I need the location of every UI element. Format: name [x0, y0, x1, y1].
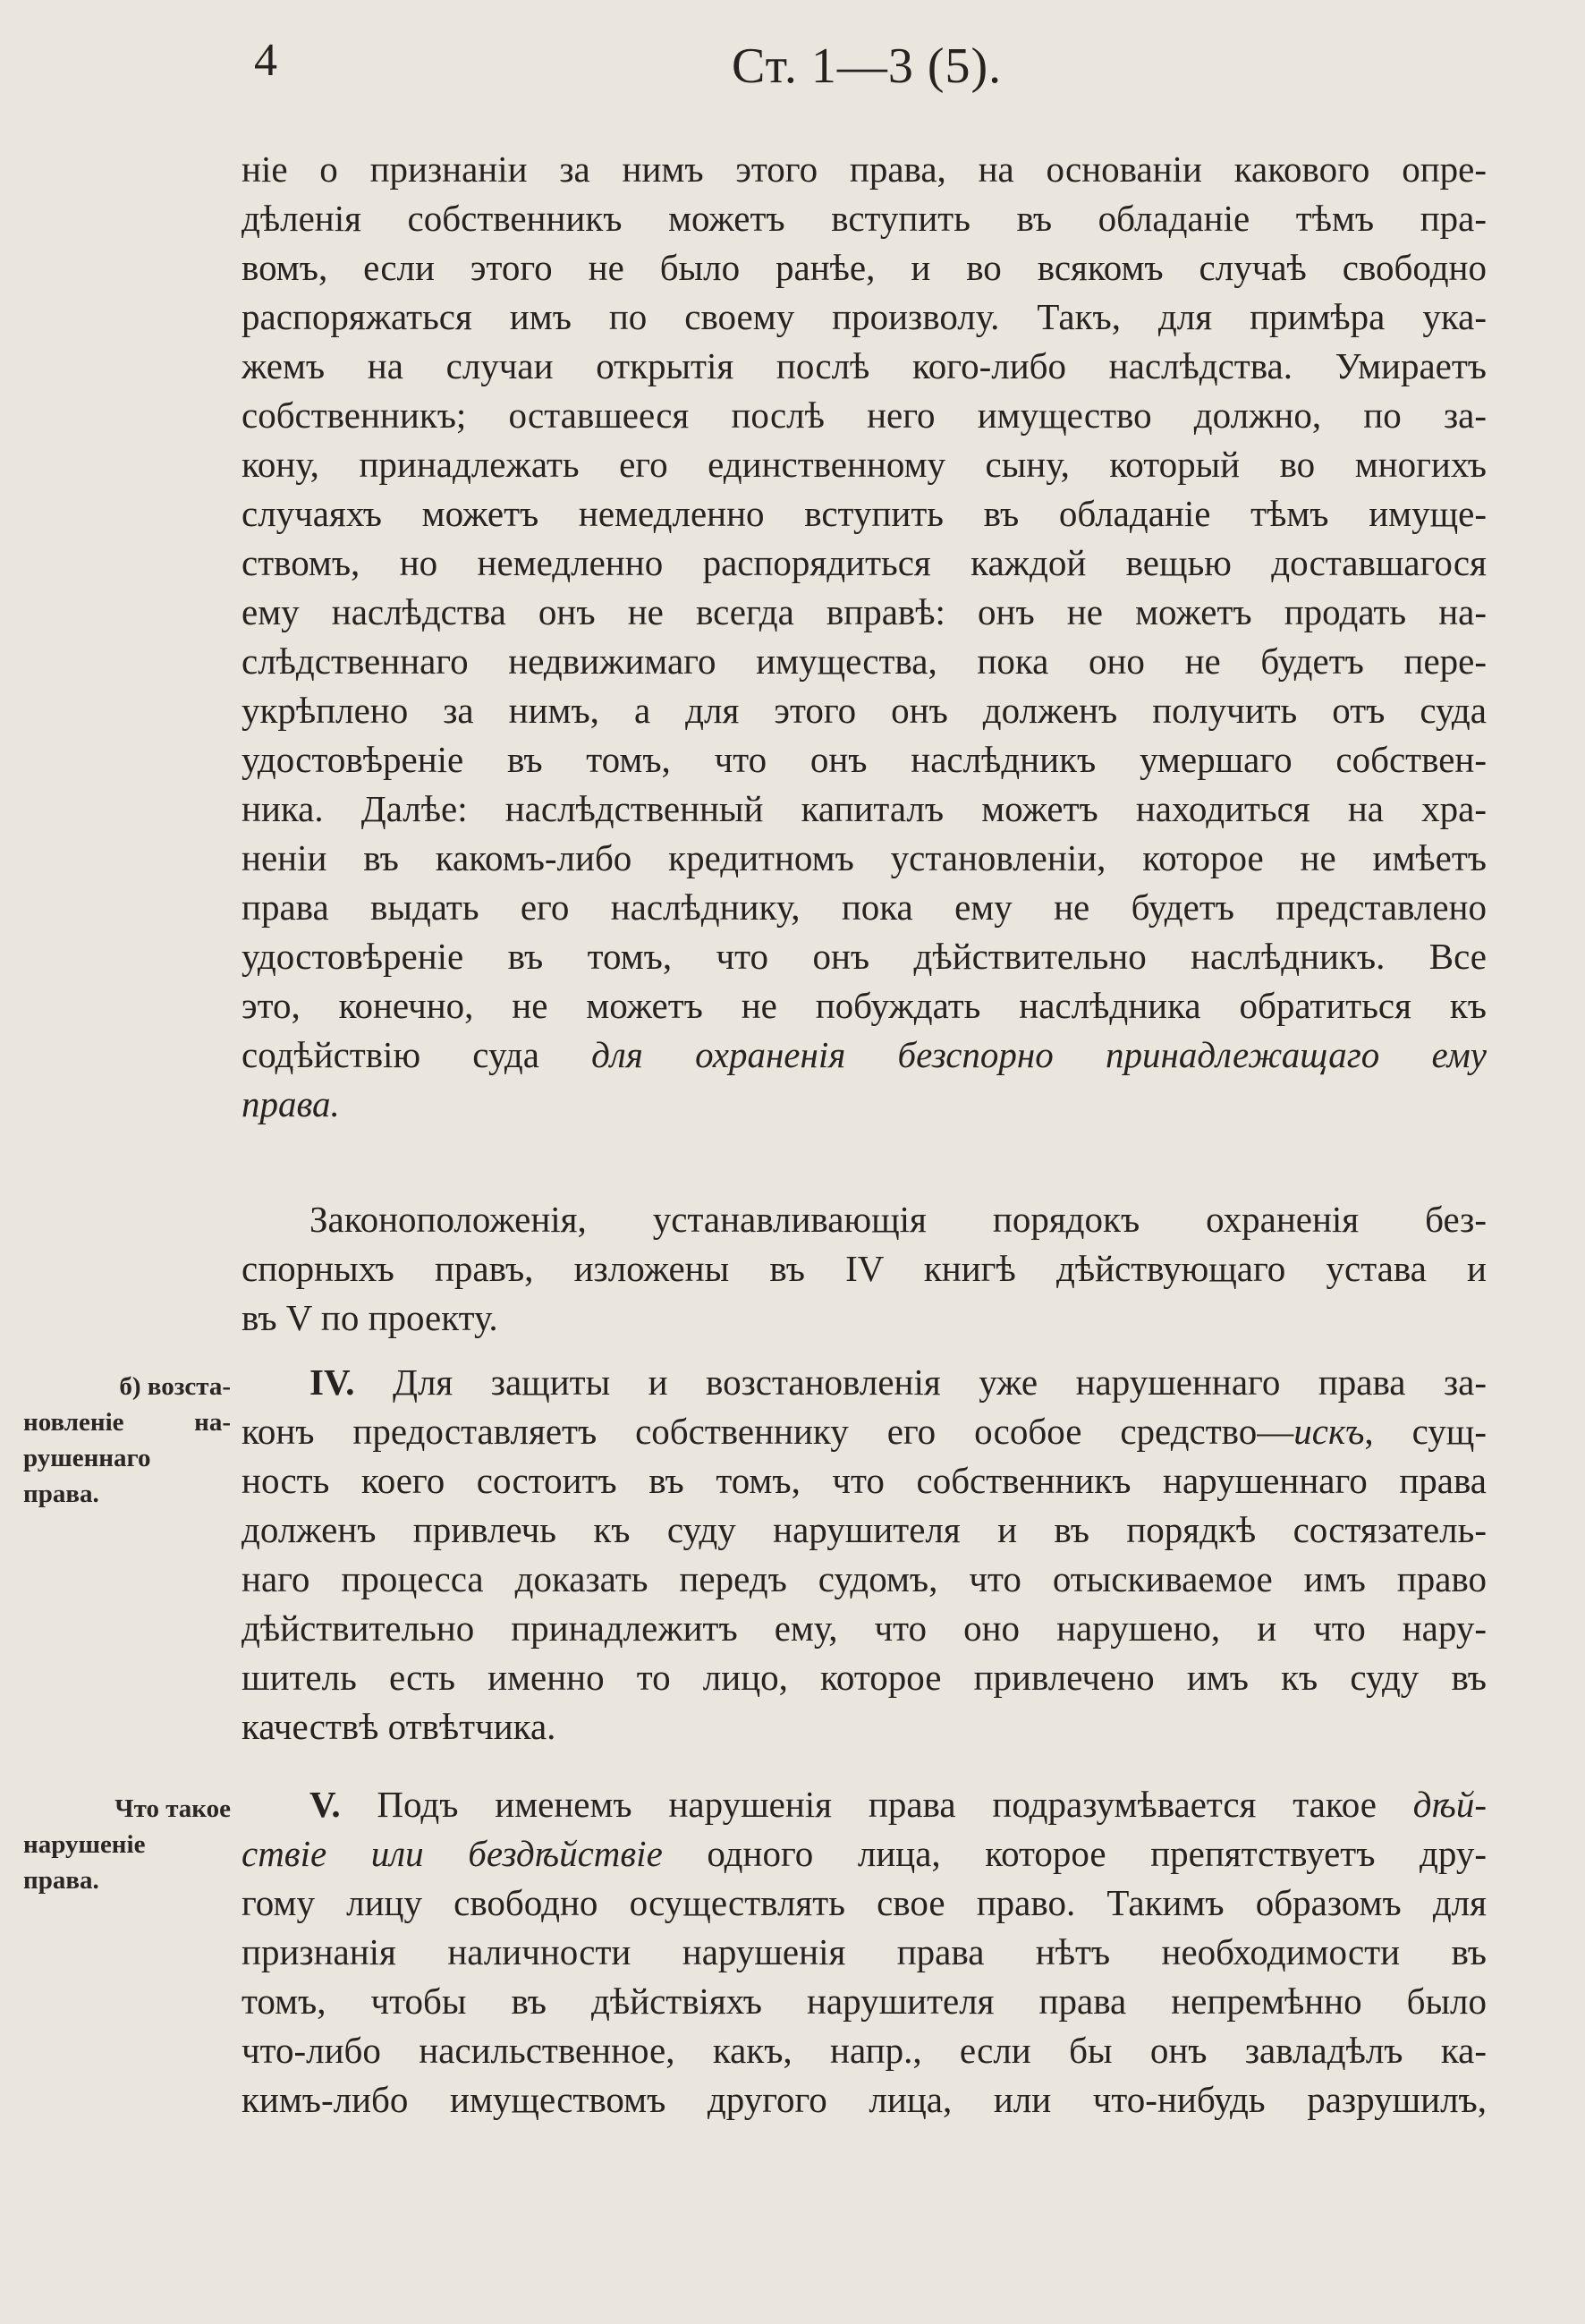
paragraph-continuation — [242, 145, 1487, 1129]
text-line — [242, 1829, 1487, 1879]
text-line: распоряжаться имъ по своему произволу. Такъ, для примѣра ука- — [242, 296, 1487, 337]
text-line: что-либо насильственное, какъ, напр., если бы онъ завладѣлъ ка- — [242, 2030, 1487, 2071]
italic-span: искъ — [1293, 1411, 1365, 1452]
text-line: кону, принадлежать его единственному сыну, который во многихъ — [242, 444, 1487, 485]
text-line: укрѣплено за нимъ, а для этого онъ долженъ получить отъ суда — [242, 690, 1487, 731]
margin-note-what-is-violation — [23, 1791, 231, 1898]
text-span: Подъ именемъ нарушенія права подразумѣвается такое — [340, 1784, 1413, 1825]
text-line: вомъ, если этого не было ранѣе, и во всякомъ случаѣ свободно — [242, 247, 1487, 288]
italic-span: права. — [242, 1083, 340, 1124]
text-line: случаяхъ можетъ немедленно вступить въ обладаніе тѣмъ имуще- — [242, 493, 1487, 534]
text-span: Для защиты и возстановленія уже нарушеннаго права за- — [354, 1361, 1487, 1403]
text-line: ему наслѣдства онъ не всегда вправѣ: онъ не можетъ продать на- — [242, 591, 1487, 632]
italic-span: для охраненія безспорно принадлежащаго ему — [591, 1034, 1487, 1075]
text-line: томъ, чтобы въ дѣйствіяхъ нарушителя права непремѣнно было — [242, 1980, 1487, 2022]
text-line: ника. Далѣе: наслѣдственный капиталъ можетъ находиться на хра- — [242, 788, 1487, 829]
text-line: спорныхъ правъ, изложены въ IV книгѣ дѣйствующаго устава и — [242, 1248, 1487, 1289]
note-line: нарушеніе — [23, 1830, 146, 1859]
text-line: удостовѣреніе въ томъ, что онъ дѣйствительно наслѣдникъ. Все — [242, 936, 1487, 977]
text-line — [242, 1358, 1487, 1407]
italic-span: ствіе или бездѣйствіе — [242, 1833, 663, 1874]
text-span: одного лица, которое препятствуетъ дру- — [662, 1833, 1487, 1874]
paragraph-legislation — [242, 1195, 1487, 1343]
text-line: въ V по проекту. — [242, 1297, 498, 1338]
text-span: конъ предоставляетъ собственнику его особое средство— — [242, 1411, 1294, 1452]
text-line: жемъ на случаи открытія послѣ кого-либо наслѣдства. Умираетъ — [242, 345, 1487, 386]
margin-note-restoration — [23, 1369, 231, 1512]
text-line: слѣдственнаго недвижимаго имущества, пока оно не будетъ пере- — [242, 640, 1487, 682]
text-line — [242, 1780, 1487, 1829]
text-line: шитель есть именно то лицо, которое привлечено имъ къ суду въ — [242, 1657, 1487, 1698]
section-numeral: IV. — [309, 1361, 355, 1403]
note-line: права. — [23, 1480, 99, 1508]
page-number: 4 — [254, 35, 277, 86]
italic-span: дѣй- — [1412, 1784, 1487, 1825]
text-line: долженъ привлечь къ суду нарушителя и въ порядкѣ состязатель- — [242, 1509, 1487, 1550]
text-line — [242, 1080, 1487, 1129]
text-line: дѣленія собственникъ можетъ вступить въ обладаніе тѣмъ пра- — [242, 198, 1487, 239]
text-line: дѣйствительно принадлежитъ ему, что оно нарушено, и что нару- — [242, 1607, 1487, 1649]
note-line: б) возста- — [119, 1372, 231, 1401]
note-line: новленіе на- — [23, 1408, 231, 1437]
section-v — [242, 1780, 1487, 2125]
note-line: права. — [23, 1866, 99, 1895]
text-line: права выдать его наслѣднику, пока ему не будетъ представлено — [242, 886, 1487, 928]
text-line: признанія наличности нарушенія права нѣтъ необходимости въ — [242, 1931, 1487, 1972]
text-line: удостовѣреніе въ томъ, что онъ наслѣдникъ умершаго собствен- — [242, 739, 1487, 780]
text-line: ствомъ, но немедленно распорядиться каждой вещью доставшагося — [242, 542, 1487, 583]
text-line: собственникъ; оставшееся послѣ него имущество должно, по за- — [242, 394, 1487, 436]
text-line — [242, 1031, 1487, 1080]
section-numeral: V. — [309, 1784, 341, 1825]
section-iv — [242, 1358, 1487, 1751]
text-line: наго процесса доказать передъ судомъ, что отыскиваемое имъ право — [242, 1558, 1487, 1599]
text-line — [242, 1407, 1487, 1456]
running-title: Ст. 1—3 (5). — [732, 38, 1003, 94]
text-span: , сущ- — [1364, 1411, 1487, 1452]
text-line: Законоположенія, устанавливающія порядокъ охраненія без- — [309, 1199, 1487, 1240]
text-line: кимъ-либо имуществомъ другого лица, или что-нибудь разрушилъ, — [242, 2079, 1487, 2120]
text-span: содѣйствію суда — [242, 1034, 592, 1075]
note-line: рушеннаго — [23, 1444, 151, 1472]
text-line: гому лицу свободно осуществлять свое право. Такимъ образомъ для — [242, 1882, 1487, 1923]
note-line: Что такое — [114, 1794, 231, 1823]
text-line: это, конечно, не можетъ не побуждать наслѣдника обратиться къ — [242, 985, 1487, 1026]
text-line: качествѣ отвѣтчика. — [242, 1706, 556, 1747]
text-line: неніи въ какомъ-либо кредитномъ установленіи, которое не имѣетъ — [242, 837, 1487, 878]
text-line: ность коего состоитъ въ томъ, что собственникъ нарушеннаго права — [242, 1460, 1487, 1501]
text-line: ніе о признаніи за нимъ этого права, на основаніи какового опре- — [242, 148, 1487, 190]
